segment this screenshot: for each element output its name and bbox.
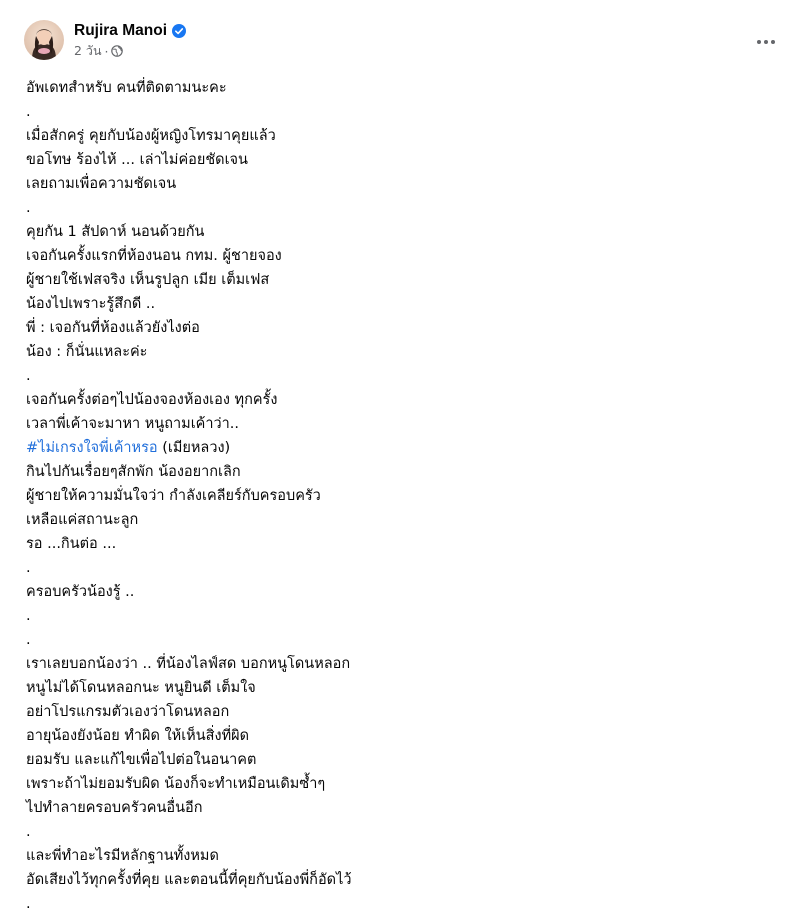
post-line: อายุน้องยังน้อย ทำผิด ให้เห็นสิ่งที่ผิด — [26, 728, 250, 744]
author-row — [74, 20, 186, 42]
author-name[interactable]: Rujira Manoi — [74, 22, 168, 39]
post-line: และพี่ทำอะไรมีหลักฐานทั้งหมด — [26, 848, 219, 864]
post-line: ไปทำลายครอบครัวคนอื่นอีก — [26, 800, 203, 816]
post-line: เพราะถ้าไม่ยอมรับผิด น้องก็จะทำเหมือนเดิมซ้ำๆ — [26, 776, 326, 792]
post-line: พี่ : เจอกันที่ห้องแล้วยังไงต่อ — [26, 320, 200, 336]
post-line: ครอบครัวน้องรู้ .. — [26, 584, 135, 600]
post-line: น้องไปเพราะรู้สึกดี .. — [26, 296, 156, 312]
hashtag-suffix: (เมียหลวง) — [162, 440, 231, 456]
post-line: หนูไม่ได้โดนหลอกนะ หนูยินดี เต็มใจ — [26, 680, 256, 696]
post-line: เหลือแค่สถานะลูก — [26, 512, 139, 528]
post-line: . — [26, 632, 31, 648]
post-line: ผู้ชายใช้เฟสจริง เห็นรูปลูก เมีย เต็มเฟส — [26, 272, 270, 288]
post-line-with-hashtag — [26, 436, 766, 460]
post-line: . — [26, 200, 31, 216]
globe-icon[interactable] — [111, 45, 123, 57]
verified-badge-icon — [172, 24, 186, 38]
post-line: เลยถามเพื่อความชัดเจน — [26, 176, 177, 192]
post-line: อัพเดทสำหรับ คนที่ติดตามนะคะ — [26, 80, 227, 96]
hashtag-link[interactable]: #ไม่เกรงใจพี่เค้าหรอ — [26, 440, 158, 456]
author-avatar[interactable] — [24, 20, 64, 60]
post-time-row — [74, 42, 186, 60]
post-line: รอ ...กินต่อ ... — [26, 536, 117, 552]
post-line: ผู้ชายให้ความมั่นใจว่า กำลังเคลียร์กับครอบครัว — [26, 488, 321, 504]
post-line: อัดเสียงไว้ทุกครั้งที่คุย และตอนนี้ที่คุยกับน้องพี่ก็อัดไว้ — [26, 872, 352, 888]
post-line: อย่าโปรแกรมตัวเองว่าโดนหลอก — [26, 704, 230, 720]
post-line: เจอกันครั้งแรกที่ห้องนอน กทม. ผู้ชายจอง — [26, 248, 282, 264]
post-line: น้อง : ก็นั่นแหละค่ะ — [26, 344, 148, 360]
post-line: . — [26, 104, 31, 120]
separator-dot: · — [104, 43, 109, 59]
post-line: เมื่อสักครู่ คุยกับน้องผู้หญิงโทรมาคุยแล้ว — [26, 128, 276, 144]
post-body — [26, 76, 766, 916]
post-meta — [74, 20, 186, 60]
post-line: คุยกัน 1 สัปดาห์ นอนด้วยกัน — [26, 224, 205, 240]
post-line: เราเลยบอกน้องว่า .. ที่น้องไลฟ์สด บอกหนูโดนหลอก — [26, 656, 351, 672]
post-line: . — [26, 560, 31, 576]
post-line: เวลาพี่เค้าจะมาหา หนูถามเค้าว่า.. — [26, 416, 240, 432]
post-line: เจอกันครั้งต่อๆไปน้องจองห้องเอง ทุกครั้ง — [26, 392, 278, 408]
more-options-icon — [756, 39, 776, 45]
post-line: ยอมรับ และแก้ไขเพื่อไปต่อในอนาคต — [26, 752, 257, 768]
post-line: . — [26, 368, 31, 384]
post-header — [24, 16, 186, 64]
post-timestamp[interactable]: 2 วัน — [74, 43, 102, 58]
post-line: ขอโทษ ร้องไห้ ... เล่าไม่ค่อยชัดเจน — [26, 152, 248, 168]
post-line: กินไปกันเรื่อยๆสักพัก น้องอยากเลิก — [26, 464, 241, 480]
more-options-button[interactable] — [748, 24, 784, 60]
avatar-photo — [24, 20, 64, 60]
post-line: . — [26, 608, 31, 624]
post-line: . — [26, 896, 31, 912]
post-line: . — [26, 824, 31, 840]
